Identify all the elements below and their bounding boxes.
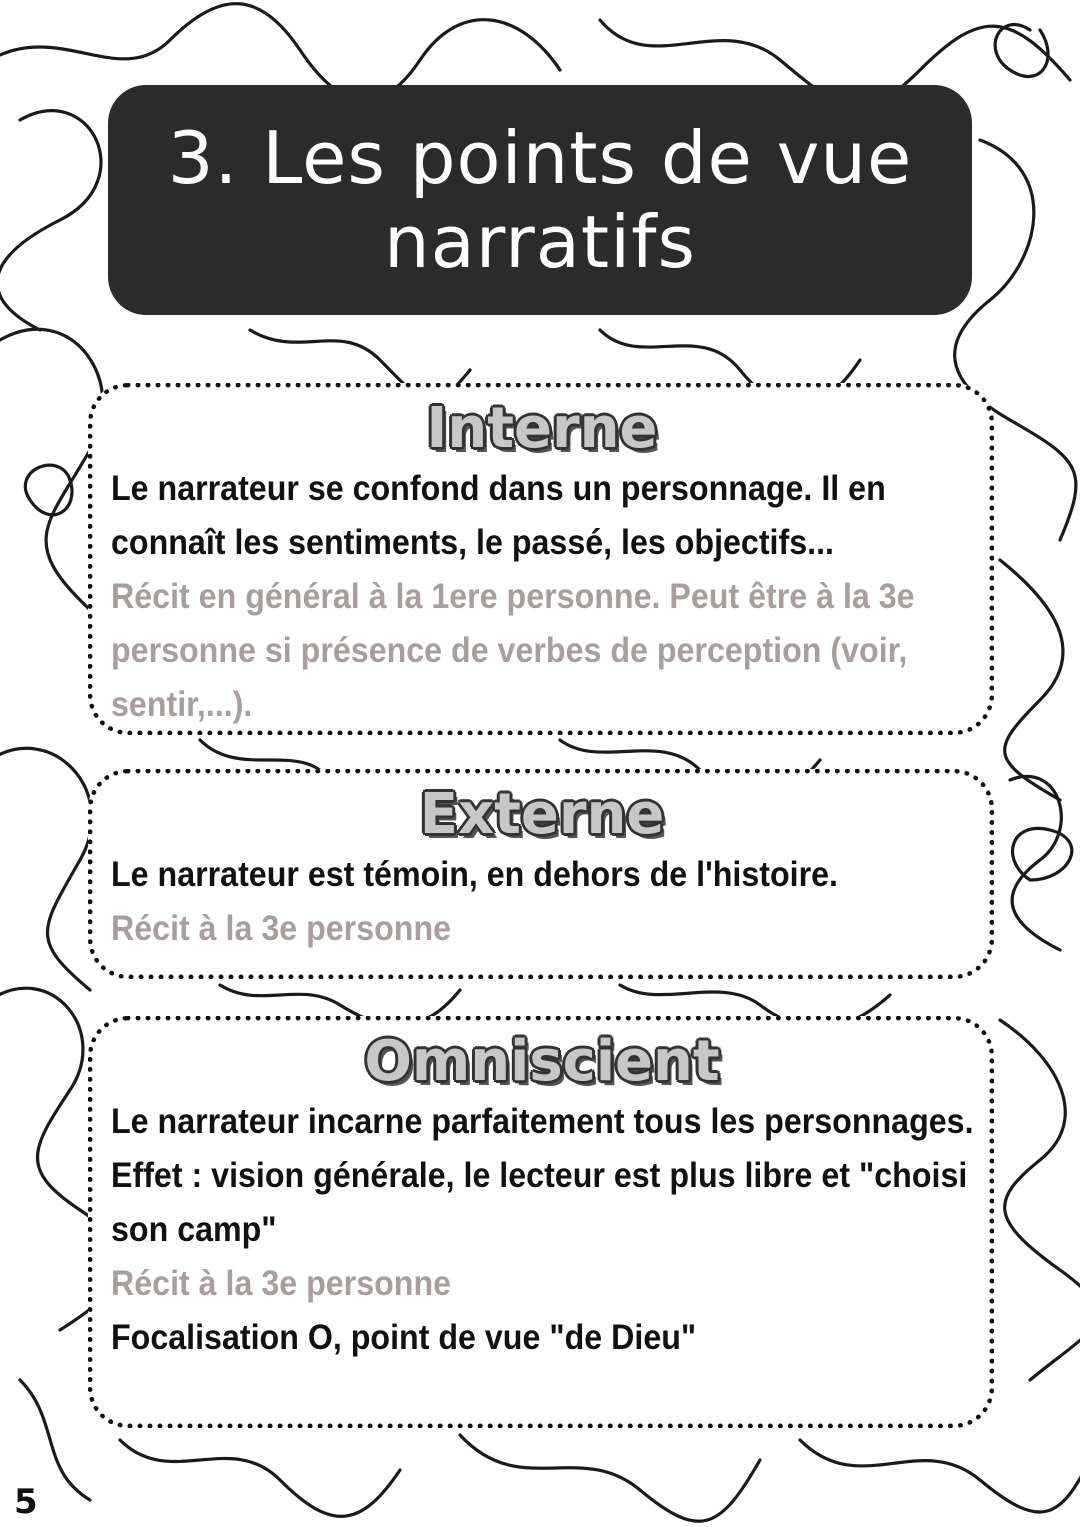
section-text-gray: Récit en général à la 1ere personne. Peut être à la 3e personne si présence de verbes de perception (voir, sentir,...). <box>111 577 915 724</box>
page-number: 5 <box>14 1482 38 1522</box>
section-text: Le narrateur se confond dans un personnage. Il en connaît les sentiments, le passé, les objectifs... <box>111 469 886 562</box>
section-heading: Externe <box>419 782 665 847</box>
section-text-gray: Récit à la 3e personne <box>111 909 452 948</box>
section-text-gray: Récit à la 3e personne <box>111 1264 452 1303</box>
page-title-line-1: 3. Les points de vue <box>167 116 913 200</box>
section-card-externe <box>88 769 994 979</box>
section-text: Effet : vision générale, le lecteur est plus libre et "choisi son camp" <box>111 1156 968 1249</box>
section-heading: Omniscient <box>364 1029 720 1094</box>
page-title-box <box>108 85 972 315</box>
section-text: Focalisation O, point de vue "de Dieu" <box>111 1318 697 1357</box>
section-card-omniscient <box>88 1016 994 1428</box>
section-text: Le narrateur incarne parfaitement tous les personnages. <box>111 1102 974 1141</box>
page-title-line-2: narratifs <box>384 200 696 284</box>
section-card-interne <box>88 383 994 735</box>
section-heading: Interne <box>426 396 658 461</box>
section-text: Le narrateur est témoin, en dehors de l'histoire. <box>111 855 838 894</box>
